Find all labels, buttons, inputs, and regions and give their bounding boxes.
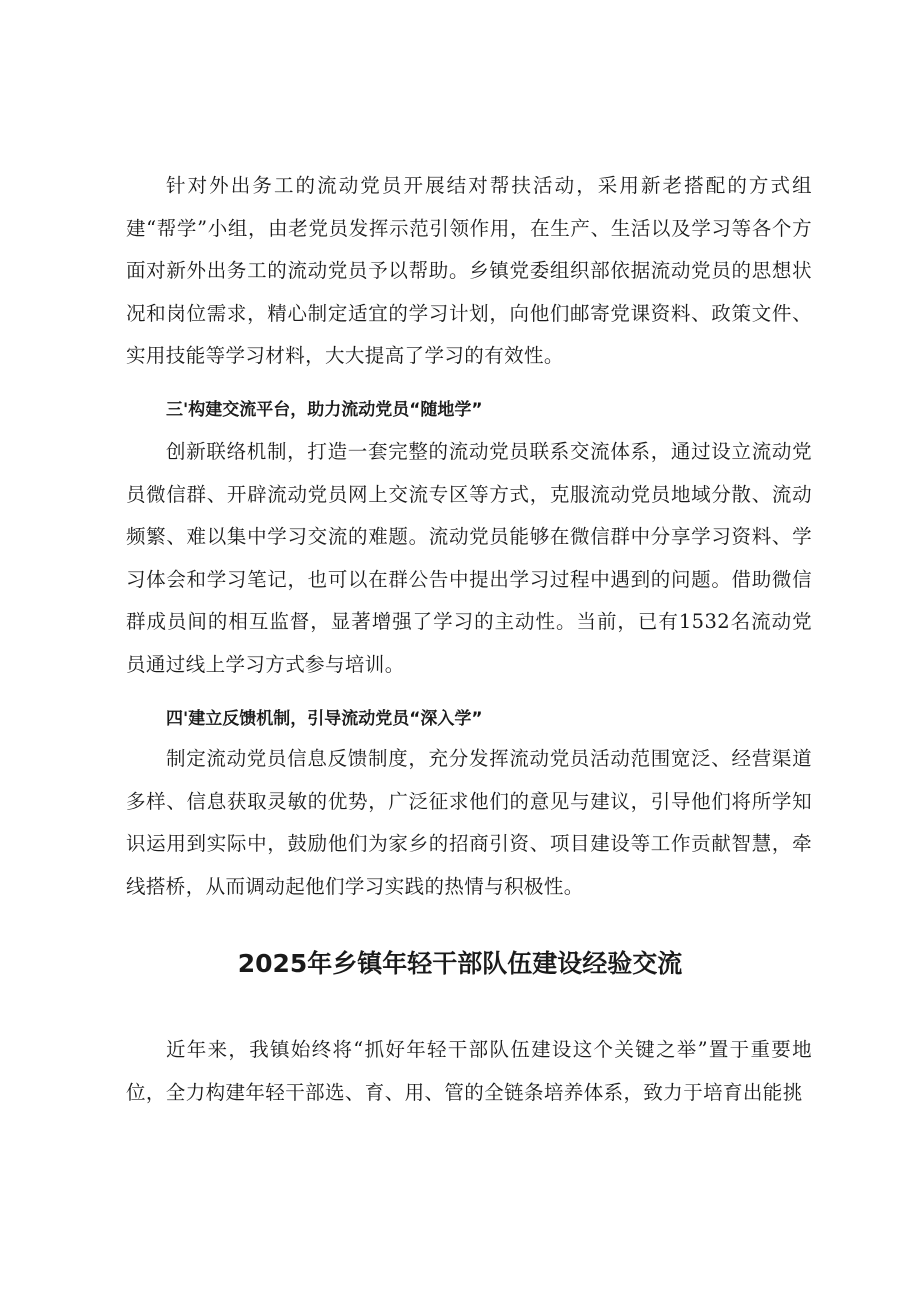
paragraph-young-cadres-intro: 近年来，我镇始终将“抓好年轻干部队伍建设这个关键之举”置于重要地位，全力构建年轻干部选、育、用、管的全链条培养体系，致力于培育出能挑 [126,1038,812,1104]
section-title: 2025年乡镇年轻干部队伍建设经验交流 [237,949,683,978]
paragraph-mutual-aid: 针对外出务工的流动党员开展结对帮扶活动，采用新老搭配的方式组建“帮学”小组，由老党员发挥示范引领作用，在生产、生活以及学习等各个方面对新外出务工的流动党员予以帮助。乡镇党委组织部依据流动党员的思想状况和岗位需求，精心制定适宜的学习计划，向他们邮寄党课资料、政策文件、实用技能等学习材料，大大提高了学习的有效性。 [126,174,812,368]
heading-feedback-mechanism: 四'建立反馈机制，引导流动党员“深入学” [166,709,483,729]
paragraph-exchange-platform: 创新联络机制，打造一套完整的流动党员联系交流体系，通过设立流动党员微信群、开辟流动党员网上交流专区等方式，克服流动党员地域分散、流动频繁、难以集中学习交流的难题。流动党员能够在微信群中分享学习资料、学习体会和学习笔记，也可以在群公告中提出学习过程中遇到的问题。借助微信群成员间的相互监督，显著增强了学习的主动性。当前，已有1532名流动党员通过线上学习方式参与培训。 [126,440,812,676]
heading-exchange-platform: 三'构建交流平台，助力流动党员“随地学” [166,400,483,420]
paragraph-feedback-mechanism: 制定流动党员信息反馈制度，充分发挥流动党员活动范围宽泛、经营渠道多样、信息获取灵敏的优势，广泛征求他们的意见与建议，引导他们将所学知识运用到实际中，鼓励他们为家乡的招商引资、项目建设等工作贡献智慧，牵线搭桥，从而调动起他们学习实践的热情与积极性。 [126,747,812,898]
